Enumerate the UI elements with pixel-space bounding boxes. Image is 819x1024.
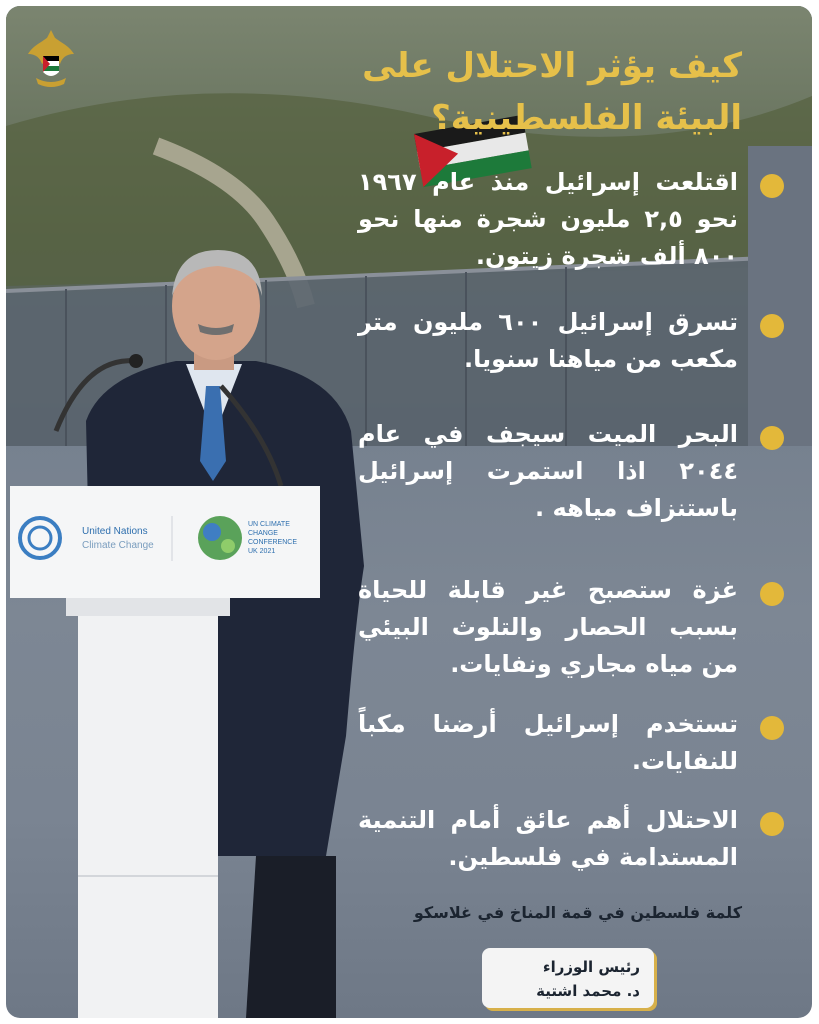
- bullet-dot-icon: [760, 716, 784, 740]
- bullet-text: تسرق إسرائيل ٦٠٠ مليون متر مكعب من مياهنا سنويا.: [358, 308, 739, 373]
- signature-role: رئيس الوزراء: [542, 958, 640, 976]
- cop26-globe-icon: [198, 516, 242, 560]
- bullet-text: غزة ستصبح غير قابلة للحياة بسبب الحصار والتلوث البيئي من مياه مجاري ونفايات.: [358, 576, 738, 678]
- cop-line-3: CONFERENCE: [248, 539, 298, 546]
- palestinian-emblem-icon: [26, 28, 76, 94]
- signature-name: د. محمد اشتية: [536, 982, 640, 1000]
- bullet-dot-icon: [760, 812, 784, 836]
- cop-line-2: CHANGE: [248, 530, 278, 537]
- bullet-text: البحر الميت سيجف في عام ٢٠٤٤ اذا استمرت إسرائيل باستنزاف مياهه .: [358, 420, 738, 522]
- bullet-text: اقتلعت إسرائيل منذ عام ١٩٦٧ نحو ٢,٥ مليون شجرة منها نحو ٨٠٠ ألف شجرة زيتون.: [358, 168, 738, 270]
- un-logo-line-1: United Nations: [82, 526, 148, 537]
- caption: كلمة فلسطين في قمة المناخ في غلاسكو: [413, 903, 742, 922]
- un-logo-line-2: Climate Change: [82, 540, 154, 551]
- bullet-dot-icon: [760, 582, 784, 606]
- signature-box: [482, 948, 654, 1008]
- cop-line-4: UK 2021: [248, 548, 276, 555]
- cop-line-1: UN CLIMATE: [248, 521, 290, 528]
- bullet-dot-icon: [760, 174, 784, 198]
- bullet-dot-icon: [760, 426, 784, 450]
- title-line-1: كيف يؤثر الاحتلال على: [362, 46, 742, 86]
- page-title: [322, 40, 742, 144]
- bullet-dot-icon: [760, 314, 784, 338]
- bullet-text: الاحتلال أهم عائق أمام التنمية المستدامة في فلسطين.: [358, 806, 738, 871]
- title-line-2: البيئة الفلسطينية؟: [431, 98, 742, 138]
- bullet-text: تستخدم إسرائيل أرضنا مكباً للنفايات.: [358, 710, 738, 775]
- poster-card: [6, 6, 812, 1018]
